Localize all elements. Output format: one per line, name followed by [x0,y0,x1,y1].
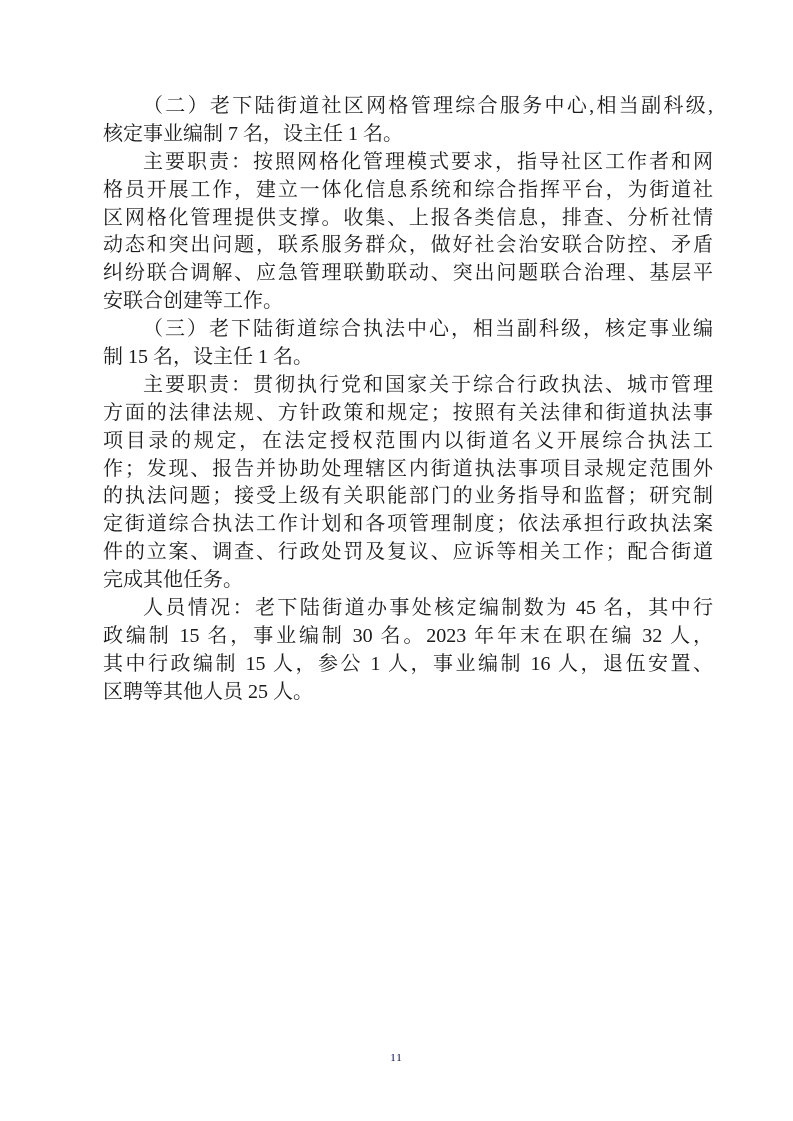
text-line: 的执法问题；接受上级有关职能部门的业务指导和监督；研究制 [103,485,713,508]
page-footer [0,1048,793,1066]
text-line: 区聘等其他人员 25 人。 [103,680,313,703]
paragraph-personnel [103,595,713,707]
document-body [103,93,713,707]
paragraph-section-3 [103,316,713,372]
text-line: 定街道综合执法工作计划和各项管理制度；依法承担行政执法案 [103,513,713,536]
text-line: 格员开展工作，建立一体化信息系统和综合指挥平台，为街道社 [103,178,713,201]
text-line: 方面的法律法规、方针政策和规定；按照有关法律和街道执法事 [103,401,713,424]
text-line: 动态和突出问题，联系服务群众，做好社会治安联合防控、矛盾 [103,234,713,257]
text-line: 件的立案、调查、行政处罚及复议、应诉等相关工作；配合街道 [103,541,713,564]
text-line: 主要职责：贯彻执行党和国家关于综合行政执法、城市管理 [143,373,713,396]
text-line: 完成其他任务。 [103,569,243,592]
text-line: （三）老下陆街道综合执法中心，相当副科级，核定事业编 [143,318,713,341]
text-line: 政编制 15 名，事业编制 30 名。2023 年年末在职在编 32 人， [103,624,713,647]
text-line: 制 15 名，设主任 1 名。 [103,346,313,369]
text-line: 项目录的规定，在法定授权范围内以街道名义开展综合执法工 [103,429,713,452]
text-line: 区网格化管理提供支撑。收集、上报各类信息，排查、分析社情 [103,206,713,229]
text-line: 主要职责：按照网格化管理模式要求，指导社区工作者和网 [143,150,713,173]
text-line: 作；发现、报告并协助处理辖区内街道执法事项目录规定范围外 [103,457,713,480]
text-line: （二）老下陆街道社区网格管理综合服务中心,相当副科级, [143,95,713,117]
page-number: 11 [390,1052,403,1064]
paragraph-duties-grid-center [103,149,713,316]
text-line: 核定事业编制 7 名，设主任 1 名。 [103,122,403,145]
paragraph-duties-enforcement-center [103,372,713,595]
text-line: 纠纷联合调解、应急管理联勤联动、突出问题联合治理、基层平 [103,262,713,285]
paragraph-section-2 [103,93,713,149]
text-line: 其中行政编制 15 人，参公 1 人，事业编制 16 人，退伍安置、 [103,652,713,675]
text-line: 安联合创建等工作。 [103,290,283,313]
text-line: 人员情况：老下陆街道办事处核定编制数为 45 名，其中行 [143,597,713,620]
